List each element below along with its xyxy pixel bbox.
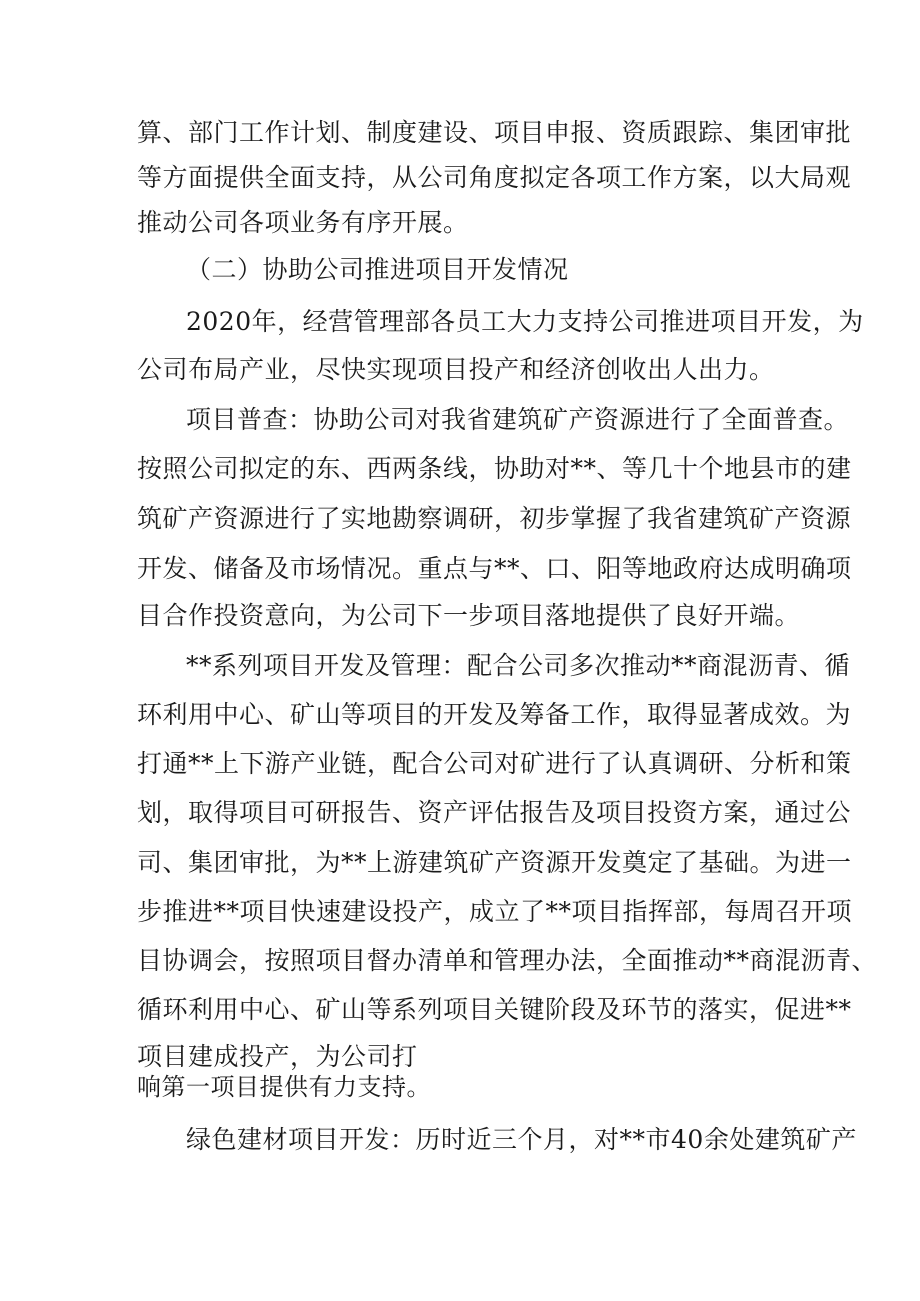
text-line: 公司布局产业，尽快实现项目投产和经济创收出人出力。	[137, 355, 775, 384]
text-line: 按照公司拟定的东、西两条线，协助对**、等几十个地县市的建	[137, 454, 852, 483]
text-line: 推动公司各项业务有序开展。	[137, 208, 469, 237]
text-line: 打通**上下游产业链，配合公司对矿进行了认真调研、分析和策	[137, 749, 852, 778]
text-line: 项目普查：协助公司对我省建筑矿产资源进行了全面普查。	[186, 405, 850, 434]
text-line: 划，取得项目可研报告、资产评估报告及项目投资方案，通过公	[137, 798, 852, 827]
text-line: 步推进**项目快速建设投产，成立了**项目指挥部，每周召开项	[137, 897, 853, 926]
text-line: 筑矿产资源进行了实地勘察调研，初步掌握了我省建筑矿产资源	[137, 504, 852, 533]
text-line: 目协调会，按照项目督办清单和管理办法，全面推动**商混沥青、	[137, 946, 878, 975]
text-line: 算、部门工作计划、制度建设、项目申报、资质跟踪、集团审批	[137, 118, 852, 147]
text-line: **系列项目开发及管理：配合公司多次推动**商混沥青、循	[186, 651, 851, 680]
text-line: 绿色建材项目开发：历时近三个月，对**市40余处建筑矿产	[186, 1125, 857, 1154]
text-line: 目合作投资意向，为公司下一步项目落地提供了良好开端。	[137, 601, 801, 630]
section-heading: （二）协助公司推进项目开发情况	[186, 255, 569, 284]
text-line: 环利用中心、矿山等项目的开发及筹备工作，取得显著成效。为	[137, 700, 852, 729]
text-line: 2020年，经营管理部各员工大力支持公司推进项目开发，为	[186, 307, 864, 336]
text-line: 循环利用中心、矿山等系列项目关键阶段及环节的落实，促进**	[137, 995, 852, 1024]
text-line: 项目建成投产，为公司打	[137, 1042, 418, 1071]
text-line: 司、集团审批，为**上游建筑矿产资源开发奠定了基础。为进一	[137, 848, 852, 877]
text-line: 开发、储备及市场情况。重点与**、口、阳等地政府达成明确项	[137, 554, 852, 583]
text-line: 响第一项目提供有力支持。	[137, 1073, 431, 1101]
text-line: 等方面提供全面支持，从公司角度拟定各项工作方案，以大局观	[137, 163, 852, 192]
